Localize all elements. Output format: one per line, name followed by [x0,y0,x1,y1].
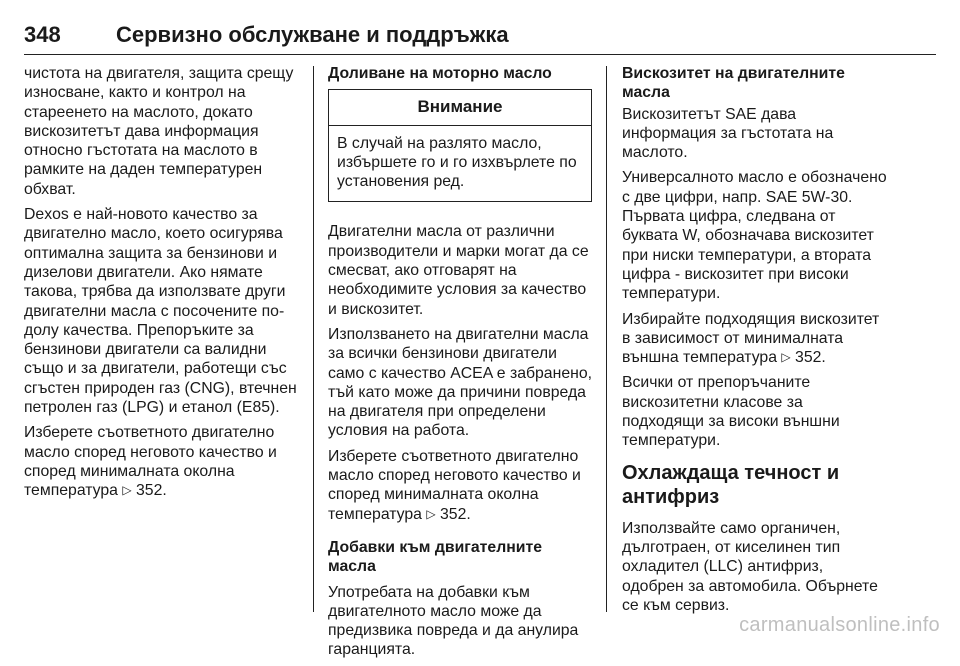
page-reference-link[interactable]: 352. [795,349,826,367]
section-heading: Добавки към двигателните масла [328,538,542,576]
page-number: 348 [24,22,61,47]
paragraph: чистота на двигателя, защита срещу износване, както и контрол на стареенето на маслото, докато вискозитетът дава информация относно гъстотата на маслото в рамките на даден температурен обхват. [24,65,294,198]
paragraph-text: Изберете съответното двигателно масло според неговото качество и според минималната околна температура [24,424,277,500]
paragraph-text: Изберете съответното двигателно масло според неговото качество и според минималната околна температура [328,447,581,523]
page-reference-link[interactable]: 352. [440,505,471,523]
page-reference-link[interactable]: 352. [136,482,167,500]
page-ref-arrow-icon: ▷ [122,483,132,498]
paragraph: Използвайте само органичен, дълготраен, от киселинен тип охладител (LLC) антифриз, одобрен за автомобила. Обърнете се към сервиз. [622,519,878,614]
paragraph: Употребата на добавки към двигателното масло може да предизвика повреда и да анулира гаранцията. [328,583,579,659]
page-header [24,20,936,55]
section-heading: Доливане на моторно масло [328,65,552,82]
paragraph: Dexos е най-новото качество за двигателно масло, което осигурява оптимална защита за бензинови и дизелови двигатели. Ако нямате такова, трябва да използвате други двигателни масла с посочените по-долу качества. Препоръките за бензинови двигатели са валидни също и за двигатели, работещи със сгъстен природен газ (CNG), втечнен петролен газ (LPG) и етанол (E85). [24,206,297,417]
watermark: carmanualsonline.info [739,614,940,636]
warning-notice [328,89,592,202]
paragraph: Универсалното масло е обозначено с две цифри, напр. SAE 5W-30. Първата цифра, следвана от буквата W, обозначава вискозитет при ниски температури, а втората цифра - вискозитет при високи температури. [622,169,887,303]
page-ref-arrow-icon: ▷ [781,350,791,365]
column-2 [328,64,592,666]
paragraph: Вискозитетът SAE дава информация за гъстотата на маслото. [622,105,834,162]
section-heading: Охлаждаща течност и антифриз [622,461,840,508]
notice-title: Внимание [329,90,591,125]
section-heading: Вискозитет на двигателните масла [622,65,845,102]
paragraph: Използването на двигателни масла за всички бензинови двигатели само с качество ACEA е забранено, тъй като може да причини повреда на двигателя при определени условия на работа. [328,325,593,440]
paragraph: Всички от препоръчаните вискозитетни класове за подходящи за високи външни температури. [622,374,840,450]
column-3 [622,64,888,621]
column-divider [606,66,607,612]
paragraph [328,447,592,524]
page-title: Сервизно обслужване и поддръжка [116,22,509,47]
column-divider [313,66,314,612]
paragraph [622,310,888,368]
paragraph-text: Избирайте подходящия вискозитет в зависимост от минималната външна температура [622,310,880,367]
page-ref-arrow-icon: ▷ [426,506,436,521]
paragraph [24,423,300,500]
column-1 [24,64,300,507]
paragraph: Двигателни масла от различни производители и марки могат да се смесват, ако отговарят на необходимите условия за качество и вискозитет. [328,223,589,318]
notice-body: В случай на разлято масло, избършете го и го изхвърлете по установения ред. [337,134,577,191]
